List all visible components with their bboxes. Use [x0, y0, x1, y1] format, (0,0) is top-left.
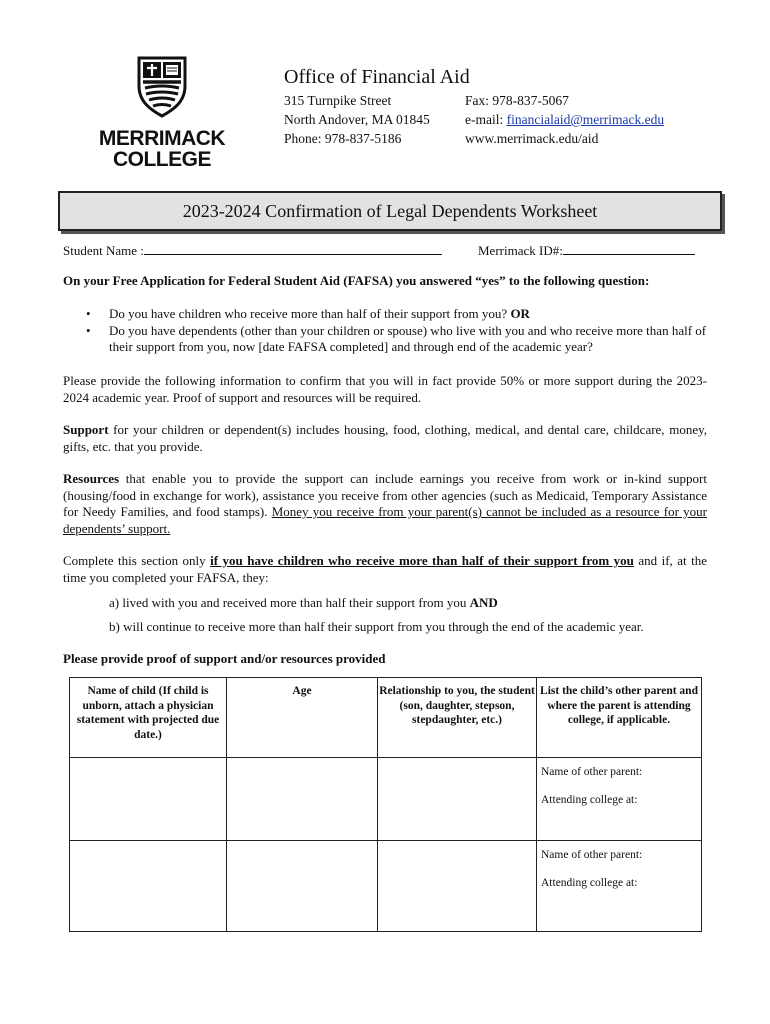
office-email-row: [465, 110, 664, 129]
office-city: North Andover, MA 01845: [284, 112, 430, 127]
header-relationship: Relationship to you, the student (son, daughter, stepson, stepdaughter, etc.): [378, 678, 537, 758]
age-cell[interactable]: [227, 841, 378, 932]
complete-emphasis: if you have children who receive more than half of their support from you: [210, 553, 634, 568]
attending-college-label: Attending college at:: [541, 877, 638, 889]
other-parent-label: Name of other parent:: [541, 849, 643, 861]
other-parent-label: Name of other parent:: [541, 766, 643, 778]
merrimack-id-label: Merrimack ID#:: [478, 243, 563, 258]
child-name-cell[interactable]: [70, 841, 227, 932]
resources-note: Money you receive from your parent(s) cannot be included as a resource for your dependents’ support.: [63, 504, 707, 536]
bullet-1-or: OR: [510, 306, 530, 321]
relationship-cell[interactable]: [378, 758, 537, 841]
complete-section-paragraph: [63, 553, 707, 586]
logo-wordmark: [92, 128, 232, 170]
list-item: [86, 323, 710, 356]
support-term: Support: [63, 422, 109, 437]
fafsa-question-list: [86, 306, 710, 356]
child-name-cell[interactable]: [70, 758, 227, 841]
merrimack-id-field: [478, 241, 695, 259]
condition-b: b) will continue to receive more than half their support from you through the end of the academic year.: [109, 619, 644, 634]
email-prefix: e-mail:: [465, 112, 507, 127]
complete-prefix: Complete this section only: [63, 553, 211, 568]
relationship-cell[interactable]: [378, 841, 537, 932]
office-website: www.merrimack.edu/aid: [465, 131, 599, 146]
other-parent-cell[interactable]: [537, 841, 702, 932]
table-row: [70, 758, 702, 841]
logo-line-1: MERRIMACK: [98, 127, 226, 150]
header-other-parent: List the child’s other parent and where the parent is attending college, if applicable.: [537, 678, 702, 758]
logo-line-2: COLLEGE: [112, 148, 211, 171]
other-parent-cell[interactable]: [537, 758, 702, 841]
student-name-label: Student Name :: [63, 243, 144, 258]
condition-a: [109, 595, 498, 611]
provide-info-paragraph: Please provide the following information to confirm that you will in fact provide 50% or more support during the 2023-2024 academic year. Proof of support and resources will be required.: [63, 373, 707, 405]
office-street: 315 Turnpike Street: [284, 93, 392, 108]
table-header-row: [70, 678, 702, 758]
office-contact: [465, 91, 664, 148]
merrimack-id-blank[interactable]: [563, 241, 695, 255]
bullet-1-text: Do you have children who receive more than half of their support from you?: [109, 306, 511, 321]
age-cell[interactable]: [227, 758, 378, 841]
shield-crest-icon: [137, 56, 187, 118]
support-paragraph: [63, 422, 707, 455]
resources-paragraph: [63, 471, 707, 537]
complete-suffix: and if, at the time you completed your FAFSA, they:: [63, 553, 708, 585]
resources-text: that enable you to provide the support can include earnings you receive from work or in-kind support (housing/food in exchange for work), assistance you receive from other agencies (such as Medicaid, Temporary Assistance for Needy Families, and food stamps).: [63, 471, 707, 519]
dependents-table: [69, 677, 702, 932]
proof-heading: Please provide proof of support and/or resources provided: [63, 651, 386, 666]
attending-college-label: Attending college at:: [541, 794, 638, 806]
office-title: Office of Financial Aid: [284, 66, 470, 88]
header-child-name: Name of child (If child is unborn, attach a physician statement with projected due date.): [70, 678, 227, 758]
student-name-field: [63, 241, 442, 259]
office-address: [284, 91, 430, 148]
resources-term: Resources: [63, 471, 120, 486]
office-fax: Fax: 978-837-5067: [465, 93, 569, 108]
student-name-blank[interactable]: [144, 241, 442, 255]
office-phone: Phone: 978-837-5186: [284, 131, 402, 146]
document-title: 2023-2024 Confirmation of Legal Dependents Worksheet: [58, 191, 722, 231]
bullet-icon: •: [86, 322, 91, 338]
condition-a-text: a) lived with you and received more than half their support from you: [109, 595, 470, 610]
condition-a-and: AND: [469, 595, 498, 610]
header-age: Age: [227, 678, 378, 758]
email-link[interactable]: financialaid@merrimack.edu: [506, 112, 665, 127]
fafsa-intro: On your Free Application for Federal Student Aid (FAFSA) you answered “yes” to the following question:: [63, 273, 650, 288]
table-row: [70, 841, 702, 932]
list-item: [86, 306, 710, 323]
bullet-icon: •: [86, 306, 91, 321]
bullet-2-text: Do you have dependents (other than your children or spouse) who live with you and who receive more than half of their support from you, now [date FAFSA completed] and through end of the academic year?: [109, 322, 707, 354]
support-text: for your children or dependent(s) includes housing, food, clothing, medical, and dental care, childcare, money, gifts, etc. that you provide.: [63, 422, 707, 454]
